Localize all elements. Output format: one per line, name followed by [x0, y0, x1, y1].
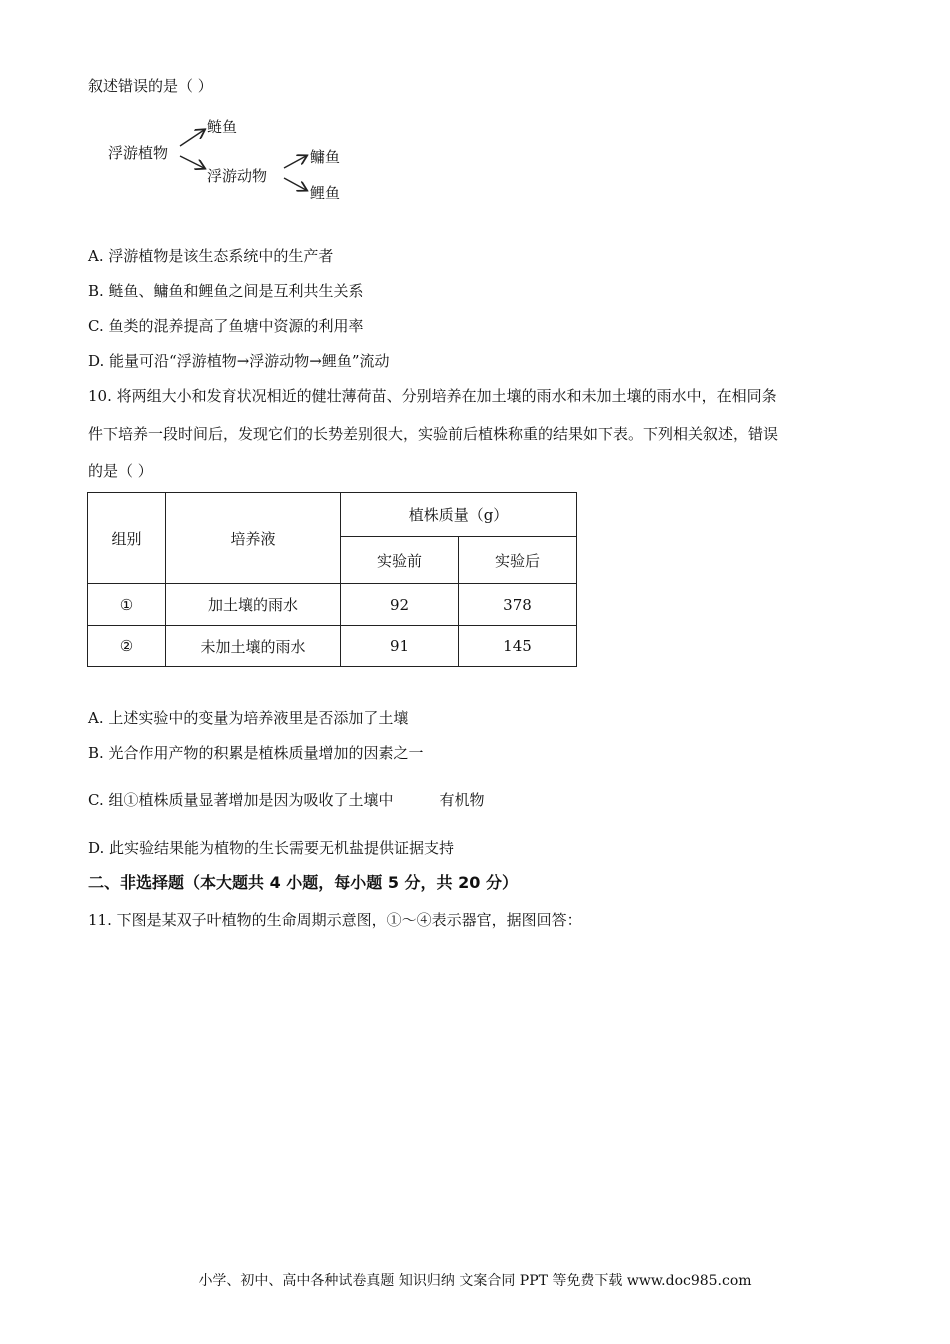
- q10-option-c: [88, 790, 485, 810]
- question-11: 11. 下图是某双子叶植物的生命周期示意图，①～④表示器官，据图回答：: [88, 911, 582, 929]
- q10-option-d: D. 此实验结果能为植物的生长需要无机盐提供证据支持: [88, 839, 455, 857]
- cell-solution: 加土壤的雨水: [166, 584, 341, 626]
- table-row: [88, 626, 577, 667]
- question-10-line-2: 件下培养一段时间后，发现它们的长势差别很大，实验前后植株称重的结果如下表。下列相关叙述，错误: [88, 425, 779, 443]
- header-before: 实验前: [341, 537, 459, 584]
- arrow-zooplankton-to-bighead-carp: [284, 156, 306, 168]
- cell-after: 378: [459, 584, 577, 626]
- q10-option-b: B. 光合作用产物的积累是植株质量增加的因素之一: [88, 744, 424, 762]
- cell-before: 91: [341, 626, 459, 667]
- node-carp: 鲤鱼: [310, 184, 341, 202]
- question-10-line-3: 的是（ ）: [88, 462, 153, 480]
- node-silver-carp: 鲢鱼: [207, 118, 238, 136]
- q10-option-a: A. 上述实验中的变量为培养液里是否添加了土壤: [88, 709, 409, 727]
- plant-mass-table: [87, 492, 577, 667]
- q10-option-c-text: C. 组①植株质量显著增加是因为吸收了土壤中: [88, 791, 394, 809]
- header-plant-mass: 植株质量（g）: [341, 493, 577, 537]
- q9-option-b: B. 鲢鱼、鳙鱼和鲤鱼之间是互利共生关系: [88, 282, 364, 300]
- header-solution: 培养液: [166, 493, 341, 584]
- q9-option-d: D. 能量可沿“浮游植物→浮游动物→鲤鱼”流动: [88, 352, 390, 370]
- arrow-plant-to-zooplankton: [180, 156, 204, 168]
- food-web-diagram: [100, 108, 360, 208]
- question-10-line-1: 10. 将两组大小和发育状况相近的健壮薄荷苗、分别培养在加土壤的雨水和未加土壤的雨水中，在相同条: [88, 387, 777, 405]
- header-group: 组别: [88, 493, 166, 584]
- arrow-plant-to-silver-carp: [180, 130, 204, 146]
- q9-option-a: A. 浮游植物是该生态系统中的生产者: [88, 247, 334, 265]
- table-row: [88, 584, 577, 626]
- q10-option-c-text-end: 有机物: [439, 791, 485, 809]
- page-footer: 小学、初中、高中各种试卷真题 知识归纳 文案合同 PPT 等免费下载 www.doc985.com: [198, 1273, 752, 1289]
- section-2-heading: 二、非选择题（本大题共 4 小题，每小题 5 分，共 20 分）: [88, 873, 518, 892]
- node-bighead-carp: 鳙鱼: [310, 148, 341, 166]
- question-9-tail: 叙述错误的是（ ）: [88, 77, 213, 95]
- header-after: 实验后: [459, 537, 577, 584]
- node-zooplankton: 浮游动物: [207, 167, 268, 185]
- cell-after: 145: [459, 626, 577, 667]
- arrow-zooplankton-to-carp: [284, 178, 306, 190]
- cell-before: 92: [341, 584, 459, 626]
- q9-option-c: C. 鱼类的混养提高了鱼塘中资源的利用率: [88, 317, 364, 335]
- cell-group: ①: [88, 584, 166, 626]
- node-plankton-plant: 浮游植物: [108, 144, 169, 162]
- cell-solution: 未加土壤的雨水: [166, 626, 341, 667]
- cell-group: ②: [88, 626, 166, 667]
